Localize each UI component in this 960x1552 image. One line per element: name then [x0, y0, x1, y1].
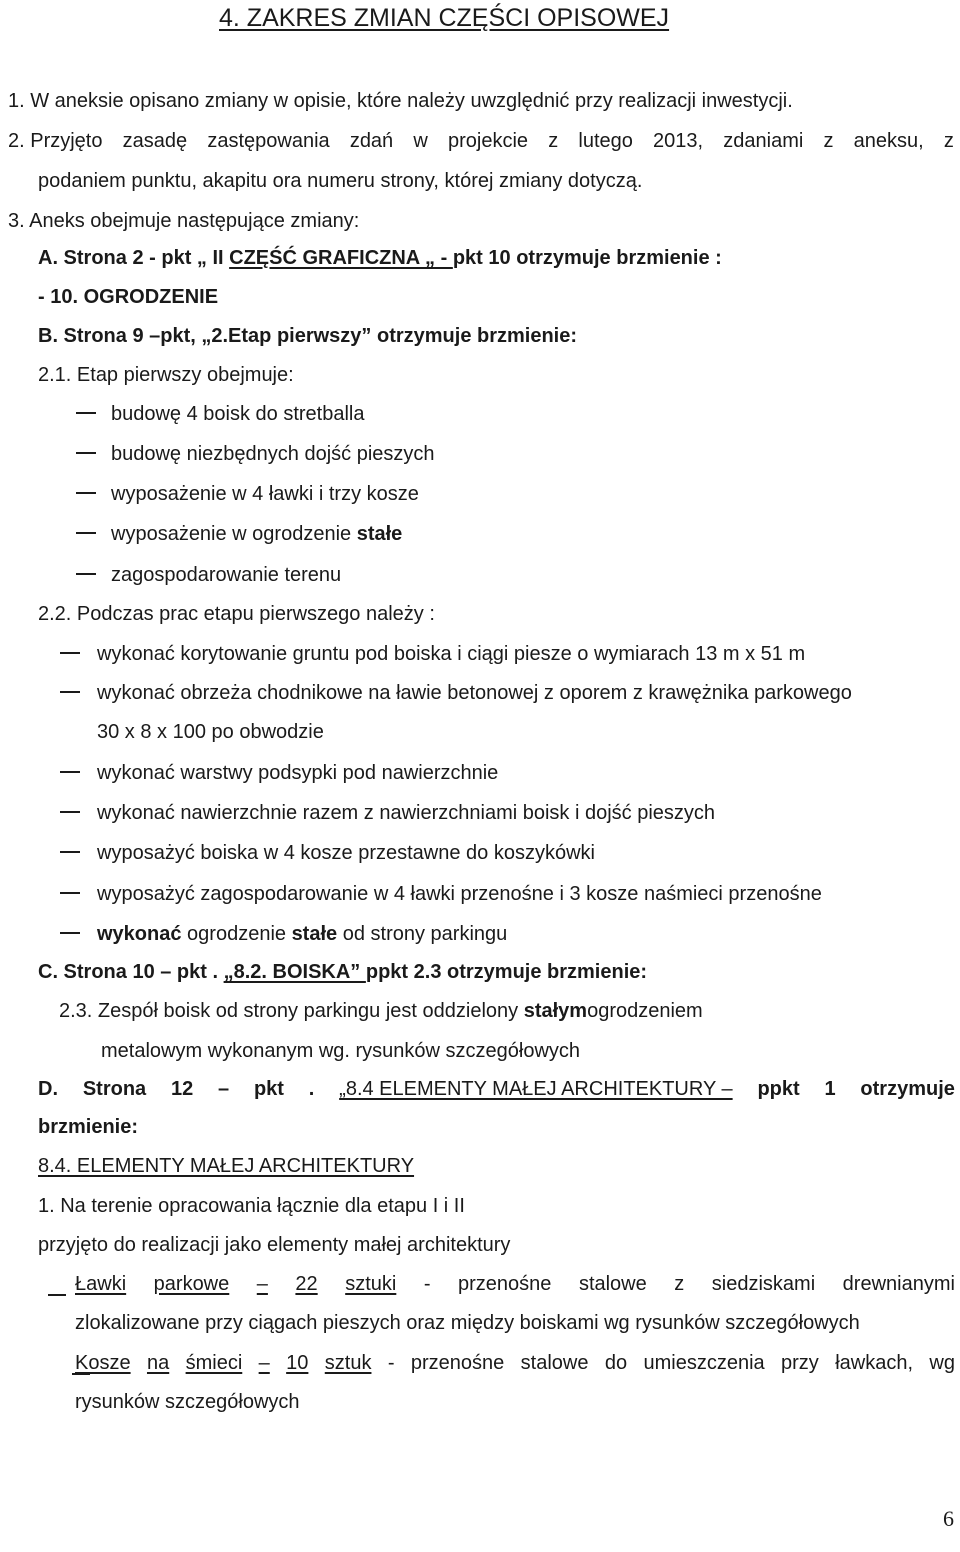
list-item: wykonać warstwy podsypki pod nawierzchnie	[60, 761, 498, 785]
dash-bullet-icon	[48, 1294, 66, 1296]
dash-bullet-icon	[76, 532, 96, 534]
page-title: 4. ZAKRES ZMIAN CZĘŚCI OPISOWEJ	[219, 4, 670, 32]
dash-bullet-icon	[76, 412, 96, 414]
intro-point-2: 2. Przyjęto zasadę zastępowania zdań w projekcie z lutego 2013, zdaniami z aneksu, z	[8, 130, 954, 152]
list-item-lawki: Ławki parkowe – 22 sztuki - przenośne stalowe z siedziskami drewnianymi	[75, 1273, 955, 1295]
intro-point-3: 3. Aneks obejmuje następujące zmiany:	[8, 210, 360, 232]
dash-bullet-icon	[76, 573, 96, 575]
list-item: budowę niezbędnych dojść pieszych	[76, 442, 435, 466]
dash-bullet-icon	[60, 771, 80, 773]
list-item: wykonać nawierzchnie razem z nawierzchniami boisk i dojść pieszych	[60, 801, 715, 825]
section-c-heading: C. Strona 10 – pkt . „8.2. BOISKA” ppkt 2.3 otrzymuje brzmienie:	[38, 961, 648, 983]
section-a-item: - 10. OGRODZENIE	[38, 286, 219, 308]
dash-bullet-icon	[60, 811, 80, 813]
list-item: wykonać korytowanie gruntu pod boiska i ciągi piesze o wymiarach 13 m x 51 m	[60, 642, 805, 666]
list-item: wykonać ogrodzenie stałe od strony parkingu	[60, 922, 507, 946]
section-d-heading-cont: brzmienie:	[38, 1116, 139, 1138]
dash-bullet-icon	[60, 932, 80, 934]
section-b-heading: B. Strona 9 –pkt, „2.Etap pierwszy” otrzymuje brzmienie:	[38, 325, 578, 347]
page-number: 6	[943, 1506, 954, 1531]
section-d-subheading: 8.4. ELEMENTY MAŁEJ ARCHITEKTURY	[38, 1155, 415, 1177]
section-c-text-cont: metalowym wykonanym wg. rysunków szczegółowych	[101, 1040, 581, 1062]
list-item: wyposażyć boiska w 4 kosze przestawne do koszykówki	[60, 841, 595, 865]
section-b-sub-2: 2.2. Podczas prac etapu pierwszego należy :	[38, 603, 435, 625]
section-b-sub-1: 2.1. Etap pierwszy obejmuje:	[38, 364, 294, 386]
section-d-heading: D. Strona 12 – pkt . „8.4 ELEMENTY MAŁEJ ARCHITEKTURY – ppkt 1 otrzymuje	[38, 1078, 955, 1100]
section-d-text: przyjęto do realizacji jako elementy małej architektury	[38, 1234, 511, 1256]
list-item: wyposażenie w 4 ławki i trzy kosze	[76, 482, 419, 506]
dash-bullet-icon	[60, 691, 80, 693]
intro-point-1: 1. W aneksie opisano zmiany w opisie, które należy uwzględnić przy realizacji inwestycji.	[8, 90, 793, 112]
intro-point-2-cont: podaniem punktu, akapitu ora numeru strony, której zmiany dotyczą.	[38, 170, 643, 192]
list-item-kosze-cont: rysunków szczegółowych	[75, 1391, 300, 1413]
section-d-text: 1. Na terenie opracowania łącznie dla etapu I i II	[38, 1195, 465, 1217]
list-item-lawki-cont: zlokalizowane przy ciągach pieszych oraz między boiskami wg rysunków szczegółowych	[75, 1312, 860, 1334]
list-item: wykonać obrzeża chodnikowe na ławie betonowej z oporem z krawężnika parkowego	[60, 681, 852, 705]
dash-bullet-icon	[60, 652, 80, 654]
list-item: wyposażyć zagospodarowanie w 4 ławki przenośne i 3 kosze naśmieci przenośne	[60, 882, 822, 906]
dash-bullet-icon	[76, 452, 96, 454]
list-item: wyposażenie w ogrodzenie stałe	[76, 522, 402, 546]
section-a-heading: A. Strona 2 - pkt „ II CZĘŚĆ GRAFICZNA „ - pkt 10 otrzymuje brzmienie :	[38, 247, 722, 269]
list-item: budowę 4 boisk do stretballa	[76, 402, 365, 426]
list-item-kosze: Kosze na śmieci – 10 sztuk - przenośne stalowe do umieszczenia przy ławkach, wg	[75, 1352, 955, 1374]
list-item-cont: 30 x 8 x 100 po obwodzie	[97, 721, 324, 743]
list-item: zagospodarowanie terenu	[76, 563, 341, 587]
section-c-text: 2.3. Zespół boisk od strony parkingu jest oddzielony stałymogrodzeniem	[59, 1000, 703, 1022]
dash-bullet-icon	[60, 851, 80, 853]
dash-bullet-icon	[60, 892, 80, 894]
dash-bullet-icon	[76, 492, 96, 494]
